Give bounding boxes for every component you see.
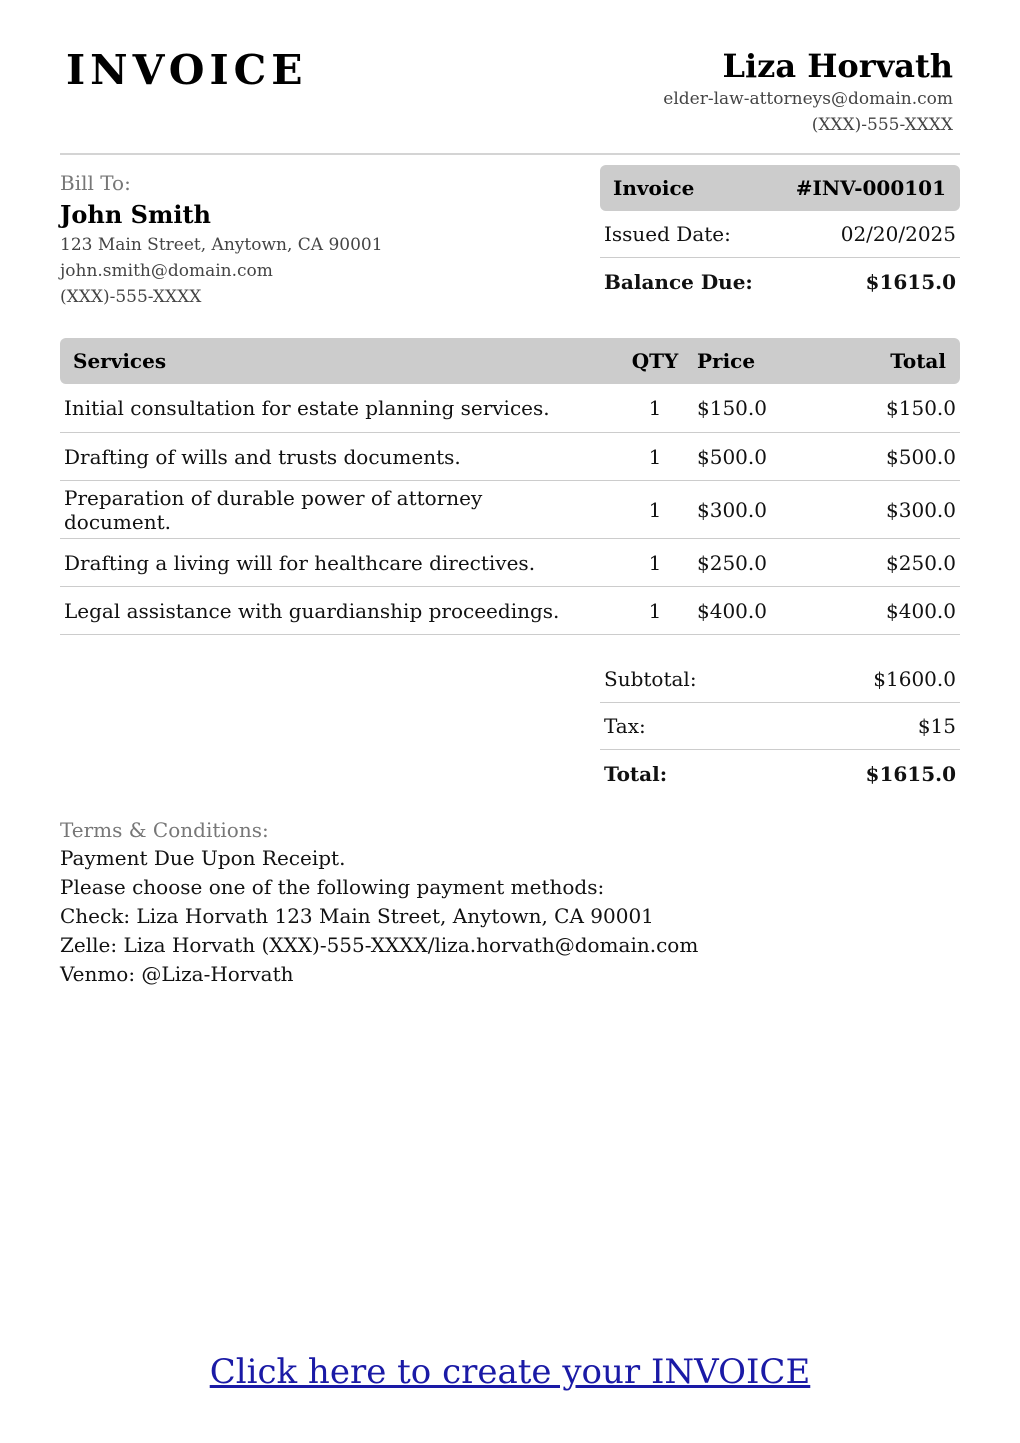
invoice-label: Invoice bbox=[613, 176, 695, 200]
terms-line: Venmo: @Liza-Horvath bbox=[60, 962, 294, 986]
issued-date-label: Issued Date: bbox=[604, 222, 731, 246]
bill-to-block bbox=[60, 170, 383, 310]
row-price: $500.0 bbox=[697, 444, 767, 469]
row-price: $150.0 bbox=[697, 396, 767, 420]
row-total: $150.0 bbox=[886, 396, 956, 420]
subtotal-row bbox=[600, 656, 960, 703]
row-qty: 1 bbox=[648, 396, 662, 420]
terms-line: Zelle: Liza Horvath (XXX)-555-XXXX/liza.horvath@domain.com bbox=[60, 933, 699, 957]
sender-name: Liza Horvath bbox=[722, 47, 953, 85]
subtotal-value: $1600.0 bbox=[873, 667, 956, 691]
tax-value: $15 bbox=[917, 714, 956, 738]
row-service: Drafting a living will for healthcare directives. bbox=[64, 550, 536, 575]
table-row bbox=[60, 481, 960, 539]
row-qty: 1 bbox=[648, 497, 662, 522]
table-row bbox=[60, 587, 960, 635]
sender-block bbox=[663, 46, 953, 138]
total-row bbox=[600, 750, 960, 797]
terms-label: Terms & Conditions: bbox=[60, 818, 269, 842]
issued-date-row bbox=[600, 211, 960, 258]
table-row bbox=[60, 539, 960, 587]
terms-line: Check: Liza Horvath 123 Main Street, Anytown, CA 90001 bbox=[60, 904, 654, 928]
tax-label: Tax: bbox=[604, 714, 646, 738]
invoice-number-header bbox=[600, 165, 960, 211]
total-value: $1615.0 bbox=[865, 761, 956, 786]
invoice-number: #INV-000101 bbox=[795, 176, 946, 200]
client-email: john.smith@domain.com bbox=[60, 261, 273, 281]
row-service: Drafting of wills and trusts documents. bbox=[64, 444, 461, 469]
sender-phone: (XXX)-555-XXXX bbox=[811, 115, 953, 135]
client-address: 123 Main Street, Anytown, CA 90001 bbox=[60, 235, 383, 255]
table-row bbox=[60, 384, 960, 433]
row-qty: 1 bbox=[648, 550, 662, 575]
client-phone: (XXX)-555-XXXX bbox=[60, 287, 202, 307]
table-row bbox=[60, 433, 960, 481]
balance-due-value: $1615.0 bbox=[865, 269, 956, 294]
row-service: Legal assistance with guardianship proceedings. bbox=[64, 598, 560, 623]
row-price: $300.0 bbox=[697, 497, 767, 522]
table-header bbox=[60, 338, 960, 384]
issued-date-value: 02/20/2025 bbox=[840, 222, 956, 246]
row-total: $250.0 bbox=[886, 550, 956, 575]
balance-due-label: Balance Due: bbox=[604, 269, 753, 294]
row-service: Initial consultation for estate planning services. bbox=[64, 396, 550, 420]
row-qty: 1 bbox=[648, 444, 662, 469]
invoice-title: INVOICE bbox=[66, 46, 308, 94]
balance-due-row bbox=[600, 258, 960, 305]
row-price: $400.0 bbox=[697, 598, 767, 623]
bill-to-label: Bill To: bbox=[60, 171, 131, 195]
services-table bbox=[60, 338, 960, 635]
row-qty: 1 bbox=[648, 598, 662, 623]
total-label: Total: bbox=[604, 761, 668, 786]
terms-line: Please choose one of the following payment methods: bbox=[60, 875, 605, 899]
row-total: $300.0 bbox=[886, 497, 956, 522]
client-name: John Smith bbox=[60, 200, 211, 229]
header-price: Price bbox=[697, 349, 756, 373]
header-total: Total bbox=[890, 349, 946, 373]
row-total: $500.0 bbox=[886, 444, 956, 469]
create-invoice-link[interactable]: Click here to create your INVOICE bbox=[209, 1352, 811, 1392]
row-total: $400.0 bbox=[886, 598, 956, 623]
sender-email: elder-law-attorneys@domain.com bbox=[663, 89, 953, 109]
terms-line: Payment Due Upon Receipt. bbox=[60, 846, 346, 870]
row-price: $250.0 bbox=[697, 550, 767, 575]
header-divider bbox=[60, 153, 960, 155]
totals-block bbox=[600, 656, 960, 797]
tax-row bbox=[600, 703, 960, 750]
terms-block bbox=[60, 816, 698, 989]
subtotal-label: Subtotal: bbox=[604, 667, 697, 691]
header-qty: QTY bbox=[631, 349, 679, 373]
invoice-meta bbox=[600, 165, 960, 305]
header-services: Services bbox=[73, 349, 167, 373]
row-service: Preparation of durable power of attorney document. bbox=[64, 485, 483, 534]
